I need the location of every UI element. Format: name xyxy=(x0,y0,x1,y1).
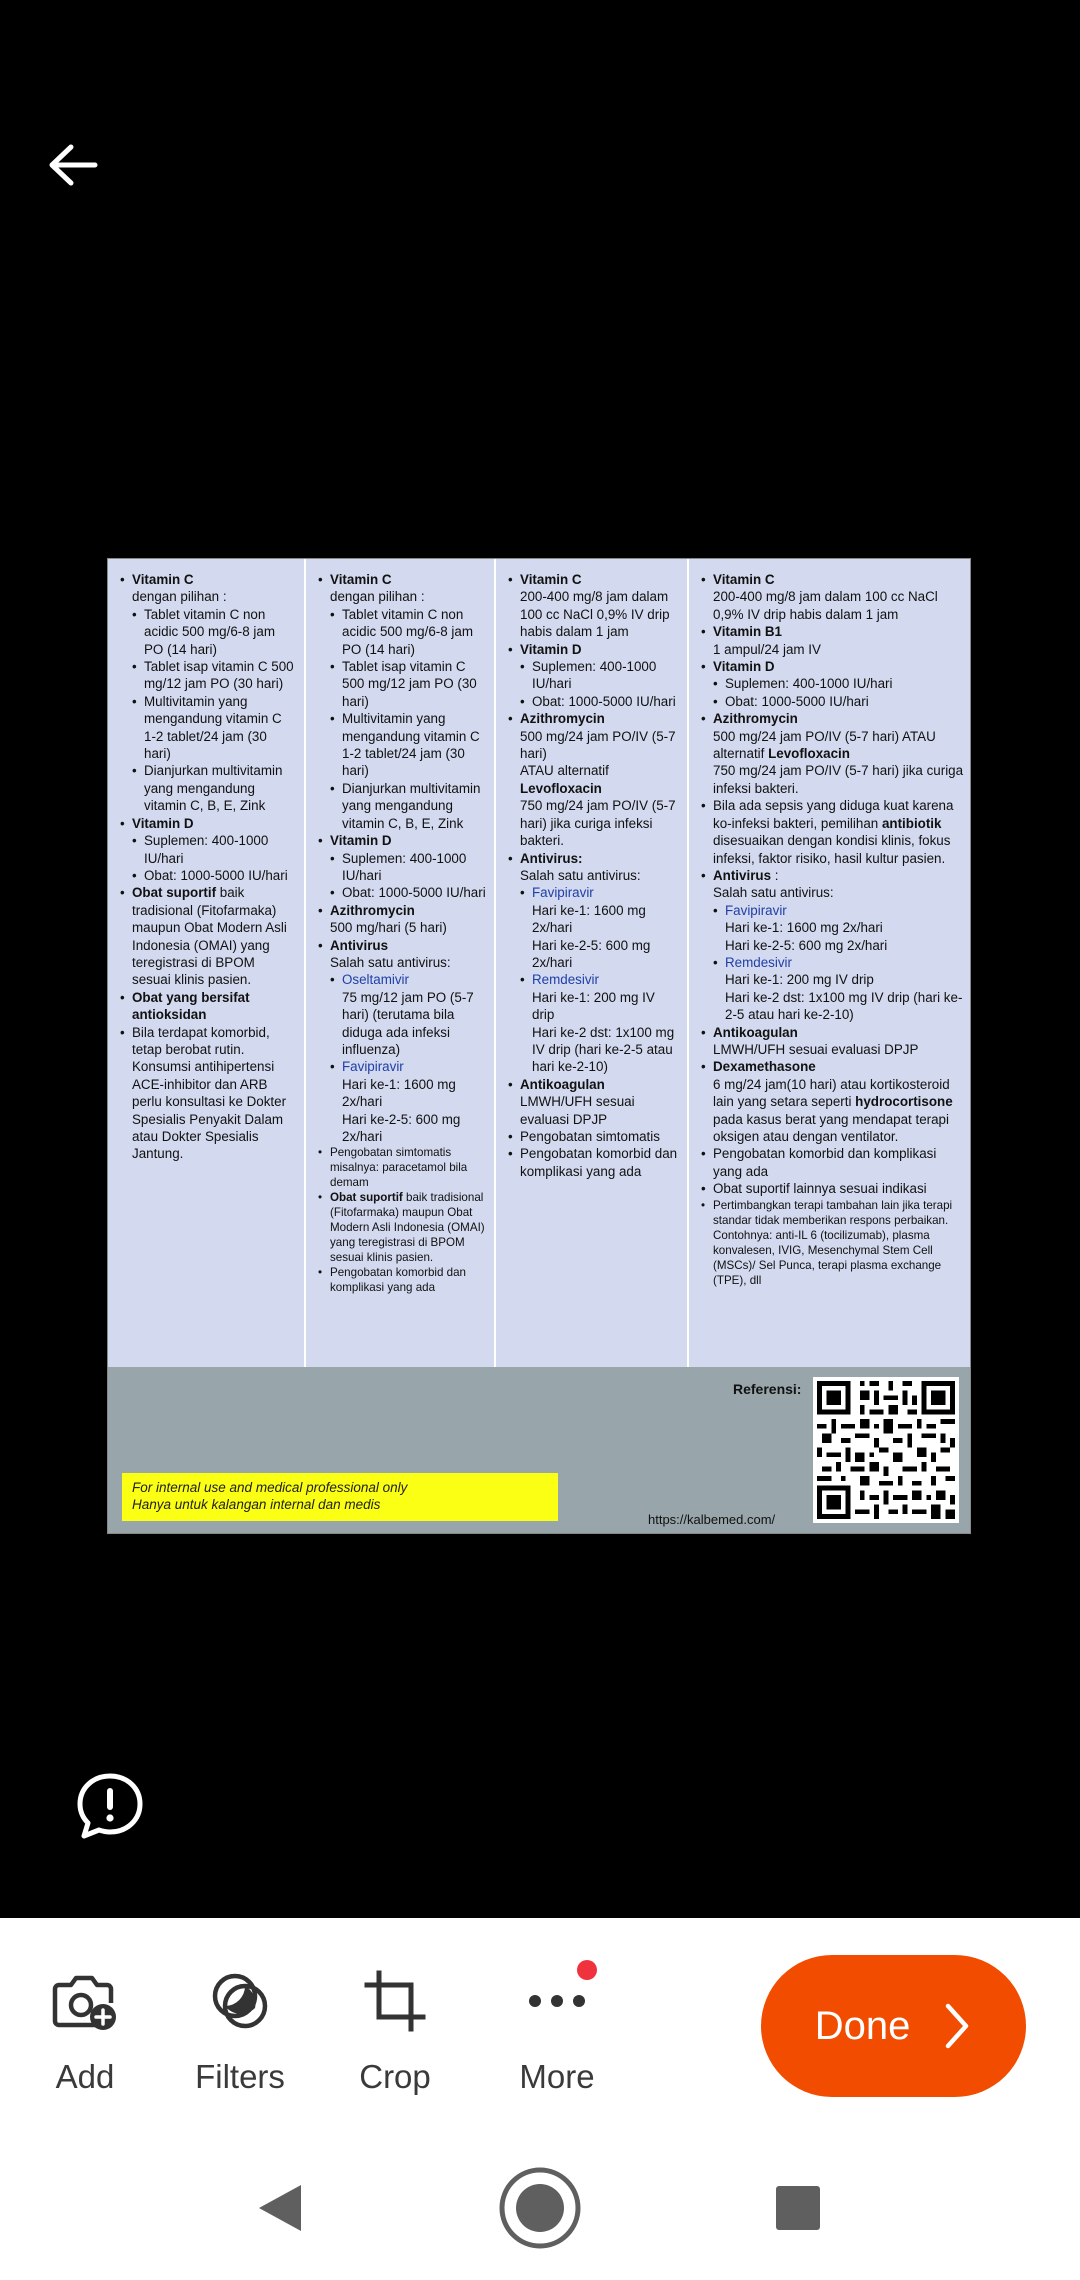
column-2 xyxy=(306,559,496,1367)
text: Hari ke-1: 1600 mg 2x/hari xyxy=(342,1076,456,1110)
crop-icon xyxy=(363,1969,427,2033)
sub-item: • Tablet vitamin C non acidic 500 mg/6-8 jam PO (14 hari) xyxy=(132,606,296,658)
item: • Pengobatan komorbid dan komplikasi yang ada xyxy=(701,1145,964,1180)
heading: Vitamin B1 xyxy=(713,624,782,640)
crop-button[interactable] xyxy=(330,1966,460,2096)
text: Salah satu antivirus: xyxy=(330,954,451,970)
notice-line: Hanya untuk kalangan internal dan medis xyxy=(132,1497,381,1512)
sub-item: • Obat: 1000-5000 IU/hari xyxy=(330,884,486,901)
sub-item: • Dianjurkan multivitamin yang mengandung vitamin C, B, E, Zink xyxy=(132,762,296,814)
text: 750 mg/24 jam PO/IV (5-7 hari) jika curiga infeksi bakteri. xyxy=(520,798,676,849)
item: • Pengobatan simtomatis misalnya: paracetamol bila demam xyxy=(318,1145,486,1190)
nav-home-icon xyxy=(497,2165,583,2251)
text: Hari ke-1: 200 mg IV drip xyxy=(725,972,874,988)
text: Hari ke-1: 1600 mg 2x/hari xyxy=(725,920,883,936)
filters-button[interactable] xyxy=(175,1966,305,2096)
sub-item xyxy=(520,884,679,971)
text: dengan pilihan : xyxy=(330,589,425,605)
heading: hydrocortisone xyxy=(855,1094,953,1110)
sub-item xyxy=(713,902,964,954)
chevron-right-icon xyxy=(942,2002,972,2050)
item xyxy=(508,710,679,849)
sub-item: • Obat: 1000-5000 IU/hari xyxy=(132,867,296,884)
heading: Vitamin C xyxy=(520,572,582,587)
document-footer xyxy=(108,1367,971,1534)
heading: Antikoagulan xyxy=(520,1076,605,1092)
text: Bila ada sepsis yang diduga kuat karena ko-infeksi bakteri, pemilihan xyxy=(713,798,954,831)
item xyxy=(701,658,964,710)
item: • Pengobatan simtomatis xyxy=(508,1128,679,1145)
item xyxy=(120,815,296,885)
text: Salah satu antivirus: xyxy=(520,867,641,883)
more-button[interactable] xyxy=(492,1966,622,2096)
heading: Dexamethasone xyxy=(713,1059,816,1075)
done-label: Done xyxy=(814,2003,911,2048)
feedback-exclamation-icon xyxy=(74,1770,146,1842)
item: • Pertimbangkan terapi tambahan lain jika terapi standar tidak memberikan respons perbaikan. Contohnya: anti-IL 6 (tocilizumab), plasma konvalesen, IVIG, Mesenchymal Stem Cell (MSCs)/ Sel Punca, terapi plasma exchange (TPE), dll xyxy=(701,1198,964,1288)
more-dots-icon xyxy=(525,1991,589,2011)
notice-line: For internal use and medical professional only xyxy=(132,1480,408,1495)
text: Salah satu antivirus: xyxy=(713,885,834,901)
column-3 xyxy=(496,559,689,1367)
text: 750 mg/24 jam PO/IV (5-7 hari) jika curiga infeksi bakteri. xyxy=(713,763,964,796)
reference-url: https://kalbemed.com/ xyxy=(648,1512,776,1527)
nav-recents-button[interactable] xyxy=(748,2158,848,2258)
text: LMWH/UFH sesuai evaluasi DPJP xyxy=(520,1094,635,1127)
text: 1 ampul/24 jam IV xyxy=(713,641,821,657)
text: ATAU alternatif xyxy=(520,763,609,779)
heading: Azithromycin xyxy=(520,711,605,727)
text: Hari ke-1: 1600 mg 2x/hari xyxy=(532,902,646,936)
drug-name: Favipiravir xyxy=(725,902,787,918)
text: dengan pilihan : xyxy=(132,589,227,605)
sub-item xyxy=(330,1058,486,1145)
text: baik tradisional (Fitofarmaka) maupun Obat Modern Asli Indonesia (OMAI) yang teregistrasi di BPOM sesuai klinis pasien. xyxy=(330,1191,485,1265)
nav-back-icon xyxy=(255,2181,305,2235)
column-4 xyxy=(689,559,971,1367)
heading: Levofloxacin xyxy=(768,746,850,762)
item xyxy=(120,989,296,1024)
item xyxy=(318,902,486,937)
text: 75 mg/12 jam PO (5-7 hari) (terutama bila diduga ada infeksi influenza) xyxy=(342,989,474,1057)
heading: Vitamin C xyxy=(330,572,392,587)
item xyxy=(701,710,964,797)
heading: Vitamin C xyxy=(132,572,194,587)
item xyxy=(701,1058,964,1145)
item: • Bila terdapat komorbid, tetap berobat rutin. Konsumsi antihipertensi ACE-inhibitor dan ARB perlu konsultasi ke Dokter Spesialis Penyakit Dalam atau Dokter Spesialis Jantung. xyxy=(120,1024,296,1163)
item xyxy=(508,850,679,1076)
item xyxy=(701,623,964,658)
item xyxy=(701,797,964,867)
heading: Azithromycin xyxy=(330,902,415,918)
sub-item: • Dianjurkan multivitamin yang mengandung vitamin C, B, E, Zink xyxy=(330,780,486,832)
item xyxy=(701,867,964,1024)
filters-icon xyxy=(207,1968,273,2034)
heading: Vitamin D xyxy=(330,833,392,849)
nav-home-button[interactable] xyxy=(490,2158,590,2258)
item xyxy=(120,884,296,988)
text: 200-400 mg/8 jam dalam 100 cc NaCl 0,9% IV drip habis dalam 1 jam xyxy=(713,589,938,622)
item: • Pengobatan komorbid dan komplikasi yang ada xyxy=(318,1265,486,1295)
text: Hari ke-2-5: 600 mg 2x/hari xyxy=(532,937,651,970)
sub-item: • Suplemen: 400-1000 IU/hari xyxy=(713,675,964,692)
more-label: More xyxy=(519,2058,595,2095)
add-button[interactable] xyxy=(20,1966,150,2096)
text: LMWH/UFH sesuai evaluasi DPJP xyxy=(713,1041,919,1057)
text: 500 mg/hari (5 hari) xyxy=(330,920,447,936)
item xyxy=(701,571,964,623)
sub-item xyxy=(713,954,964,1024)
column-1 xyxy=(108,559,306,1367)
item xyxy=(120,571,296,815)
text: Hari ke-2-5: 600 mg 2x/hari xyxy=(342,1111,461,1144)
add-label: Add xyxy=(55,2058,115,2095)
nav-recents-icon xyxy=(774,2184,822,2232)
text: : xyxy=(771,867,779,883)
heading: Vitamin C xyxy=(713,572,775,587)
text xyxy=(713,728,964,763)
system-navigation-bar xyxy=(0,2138,1080,2280)
arrow-left-icon xyxy=(47,143,99,187)
drug-name: Oseltamivir xyxy=(342,972,409,988)
done-button[interactable] xyxy=(761,1955,1026,2097)
text: baik tradisional (Fitofarmaka) maupun Obat Modern Asli Indonesia (OMAI) yang teregistrasi di BPOM sesuai klinis pasien. xyxy=(132,885,287,988)
heading: antibiotik xyxy=(881,815,942,831)
text xyxy=(713,1076,964,1146)
notification-dot xyxy=(577,1960,597,1980)
document-image xyxy=(107,558,971,1534)
sub-item xyxy=(520,971,679,1075)
item: • Pengobatan komorbid dan komplikasi yang ada xyxy=(508,1145,679,1180)
reference-label: Referensi: xyxy=(733,1381,802,1397)
back-button[interactable] xyxy=(38,130,108,200)
crop-label: Crop xyxy=(359,2058,431,2095)
document-table xyxy=(108,559,971,1367)
sub-item: • Obat: 1000-5000 IU/hari xyxy=(520,693,679,710)
item xyxy=(318,571,486,832)
heading: Antivirus xyxy=(330,937,389,953)
text: disesuaikan dengan kondisi klinis, fokus infeksi, faktor risiko, hasil kultur pasien. xyxy=(713,833,951,866)
sub-item: • Suplemen: 400-1000 IU/hari xyxy=(520,658,679,693)
heading: Antikoagulan xyxy=(713,1024,798,1040)
item xyxy=(508,571,679,641)
text: Hari ke-2 dst: 1x100 mg IV drip (hari ke-2-5 atau hari ke-2-10) xyxy=(532,1024,675,1075)
sub-item: • Suplemen: 400-1000 IU/hari xyxy=(132,832,296,867)
heading: Vitamin D xyxy=(520,641,582,657)
heading: Obat yang bersifat antioksidan xyxy=(132,989,250,1023)
item: • Obat suportif lainnya sesuai indikasi xyxy=(701,1180,964,1197)
item xyxy=(508,641,679,711)
heading: Levofloxacin xyxy=(520,780,602,796)
heading: Obat suportif xyxy=(132,885,217,901)
camera-plus-icon xyxy=(51,1969,119,2033)
drug-name: Remdesivir xyxy=(532,972,599,988)
item xyxy=(318,832,486,902)
qr-code-icon xyxy=(813,1377,959,1523)
heading: Obat suportif xyxy=(330,1191,403,1205)
feedback-button[interactable] xyxy=(74,1770,146,1842)
heading: Vitamin D xyxy=(713,659,775,675)
item xyxy=(701,1024,964,1059)
drug-name: Favipiravir xyxy=(532,885,594,901)
heading: Antivirus: xyxy=(520,850,583,866)
filters-label: Filters xyxy=(195,2058,285,2095)
sub-item: • Tablet vitamin C non acidic 500 mg/6-8 jam PO (14 hari) xyxy=(330,606,486,658)
drug-name: Remdesivir xyxy=(725,954,792,970)
text: 500 mg/24 jam PO/IV (5-7 hari) ATAU alternatif xyxy=(713,728,936,762)
sub-item xyxy=(330,971,486,1058)
item xyxy=(318,937,486,1146)
sub-item: • Suplemen: 400-1000 IU/hari xyxy=(330,850,486,885)
text: 6 mg/24 jam(10 hari) atau kortikosteroid lain yang setara seperti xyxy=(713,1076,950,1110)
text: Hari ke-1: 200 mg IV drip xyxy=(532,989,655,1023)
sub-item: • Multivitamin yang mengandung vitamin C 1-2 tablet/24 jam (30 hari) xyxy=(132,693,296,763)
text: 500 mg/24 jam PO/IV (5-7 hari) xyxy=(520,728,676,762)
bottom-toolbar xyxy=(0,1918,1080,2138)
nav-back-button[interactable] xyxy=(230,2158,330,2258)
sub-item: • Multivitamin yang mengandung vitamin C 1-2 tablet/24 jam (30 hari) xyxy=(330,710,486,780)
drug-name: Favipiravir xyxy=(342,1059,404,1075)
item xyxy=(508,1076,679,1128)
sub-item: • Tablet isap vitamin C 500 mg/12 jam PO (30 hari) xyxy=(132,658,296,693)
heading: Vitamin D xyxy=(132,815,194,831)
internal-use-notice xyxy=(122,1473,558,1521)
text: Hari ke-2-5: 600 mg 2x/hari xyxy=(725,937,888,953)
heading: Antivirus xyxy=(713,867,772,883)
sub-item: • Obat: 1000-5000 IU/hari xyxy=(713,693,964,710)
text: 200-400 mg/8 jam dalam 100 cc NaCl 0,9% IV drip habis dalam 1 jam xyxy=(520,589,670,640)
text: Hari ke-2 dst: 1x100 mg IV drip (hari ke-2-5 atau hari ke-2-10) xyxy=(725,989,963,1023)
sub-item: • Tablet isap vitamin C 500 mg/12 jam PO (30 hari) xyxy=(330,658,486,710)
heading: Azithromycin xyxy=(713,711,798,727)
item xyxy=(318,1190,486,1265)
text: pada kasus berat yang mendapat terapi oksigen atau dengan ventilator. xyxy=(713,1111,949,1144)
